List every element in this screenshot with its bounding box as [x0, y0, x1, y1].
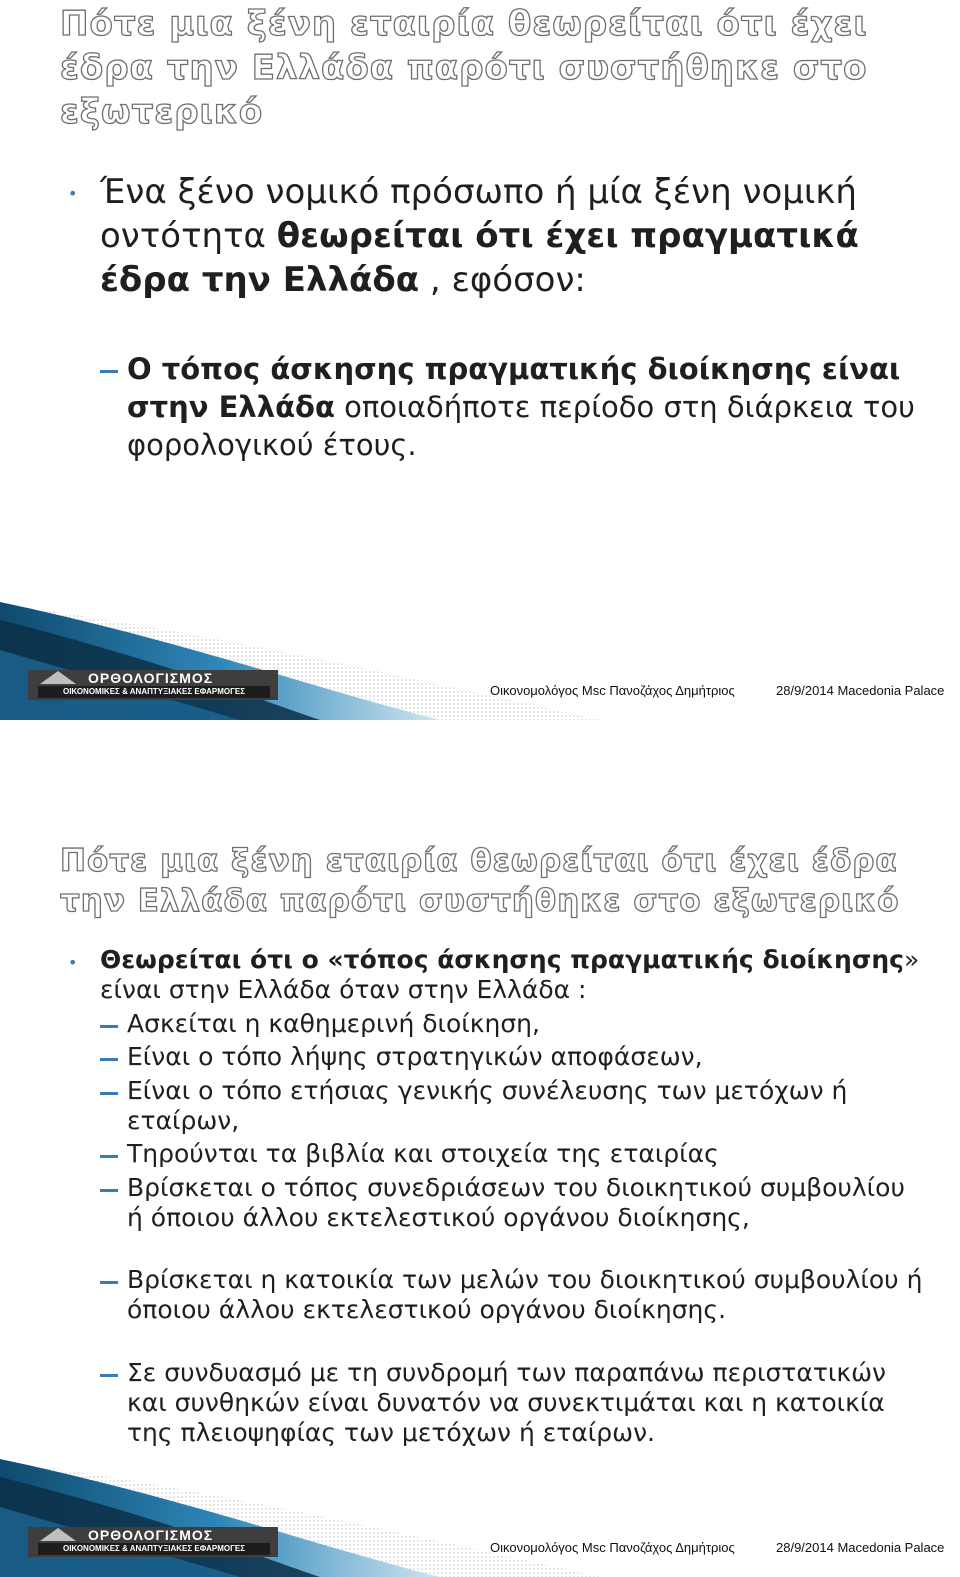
slide-footer — [0, 590, 960, 720]
footer-author: Οικονομολόγος Msc Πανοζάχος Δημήτριος — [490, 1540, 735, 1555]
list-item: Είναι ο τόπο ετήσιας γενικής συνέλευσης των μετόχων ή εταίρων, — [127, 1076, 848, 1135]
slide-footer — [0, 1447, 960, 1577]
sub-bullet — [127, 350, 927, 464]
company-logo — [28, 1527, 278, 1557]
list-item: Ασκείται η καθημερινή διοίκηση, — [127, 1009, 540, 1038]
main-bullet — [100, 945, 930, 1005]
slide-2 — [0, 815, 960, 1577]
sub-bullet-text: οποιαδήποτε περίοδο στη διάρκεια του φορολογικού έτους. — [127, 390, 915, 462]
slide-1 — [0, 0, 960, 720]
dash-marker — [100, 1025, 118, 1028]
list-item: Σε συνδυασμό με τη συνδρομή των παραπάνω περιστατικών και συνθηκών είναι δυνατόν να συνεκτιμάται και η κατοικία της πλειοψηφίας των μετόχων ή εταίρων. — [127, 1358, 886, 1447]
logo-name: ΟΡΘΟΛΟΓΙΣΜΟΣ — [88, 1527, 214, 1543]
dash-marker — [100, 1189, 118, 1192]
footer-swoosh — [0, 590, 960, 720]
dash-marker — [100, 1155, 118, 1158]
bullet-dot: • — [68, 184, 78, 203]
bullet-bold-text: Θεωρείται ότι ο «τόπος άσκησης πραγματικής διοίκησης — [100, 945, 904, 974]
bullet-text: » είναι στην Ελλάδα όταν στην Ελλάδα : — [100, 945, 920, 1004]
logo-name: ΟΡΘΟΛΟΓΙΣΜΟΣ — [88, 670, 214, 686]
footer-swoosh — [0, 1447, 960, 1577]
logo-roof-icon — [40, 671, 76, 684]
slide-title: Πότε μια ξένη εταιρία θεωρείται ότι έχει έδρα την Ελλάδα παρότι συστήθηκε στο εξωτερικό — [60, 843, 900, 919]
logo-tagline: ΟΙΚΟΝΟΜΙΚΕΣ & ΑΝΑΠΤΥΞΙΑΚΕΣ ΕΦΑΡΜΟΓΕΣ — [38, 686, 270, 698]
footer-event: 28/9/2014 Macedonia Palace — [776, 1540, 945, 1555]
logo-tagline: ΟΙΚΟΝΟΜΙΚΕΣ & ΑΝΑΠΤΥΞΙΑΚΕΣ ΕΦΑΡΜΟΓΕΣ — [38, 1543, 270, 1555]
list-item: Βρίσκεται ο τόπος συνεδριάσεων του διοικητικού συμβουλίου ή όποιου άλλου εκτελεστικού οργάνου διοίκησης, — [127, 1173, 905, 1232]
dash-marker — [100, 370, 118, 373]
sub-bullet-bold-text: Ο τόπος άσκησης πραγματικής διοίκησης είναι στην Ελλάδα — [127, 352, 901, 424]
slide-title: Πότε μια ξένη εταιρία θεωρείται ότι έχει έδρα την Ελλάδα παρότι συστήθηκε στο εξωτερικό — [60, 4, 868, 132]
main-bullet — [100, 170, 860, 302]
footer-event: 28/9/2014 Macedonia Palace — [776, 683, 945, 698]
dash-marker — [100, 1374, 118, 1377]
dash-marker — [100, 1092, 118, 1095]
footer-author: Οικονομολόγος Msc Πανοζάχος Δημήτριος — [490, 683, 735, 698]
list-item: Βρίσκεται η κατοικία των μελών του διοικητικού συμβουλίου ή όποιου άλλου εκτελεστικού οργάνου διοίκησης. — [127, 1265, 923, 1324]
dash-marker — [100, 1058, 118, 1061]
bullet-bold-text: θεωρείται ότι έχει πραγματικά έδρα την Ελλάδα — [100, 216, 859, 300]
bullet-text: Ένα ξένο νομικό πρόσωπο ή μία ξένη νομική οντότητα — [100, 172, 857, 256]
company-logo — [28, 670, 278, 700]
dash-marker — [100, 1281, 118, 1284]
bullet-text-end: , εφόσον: — [419, 260, 586, 300]
list-item: Είναι ο τόπο λήψης στρατηγικών αποφάσεων, — [127, 1042, 703, 1071]
list-item: Τηρούνται τα βιβλία και στοιχεία της εταιρίας — [127, 1139, 719, 1168]
logo-roof-icon — [40, 1528, 76, 1541]
bullet-dot: • — [68, 953, 78, 972]
